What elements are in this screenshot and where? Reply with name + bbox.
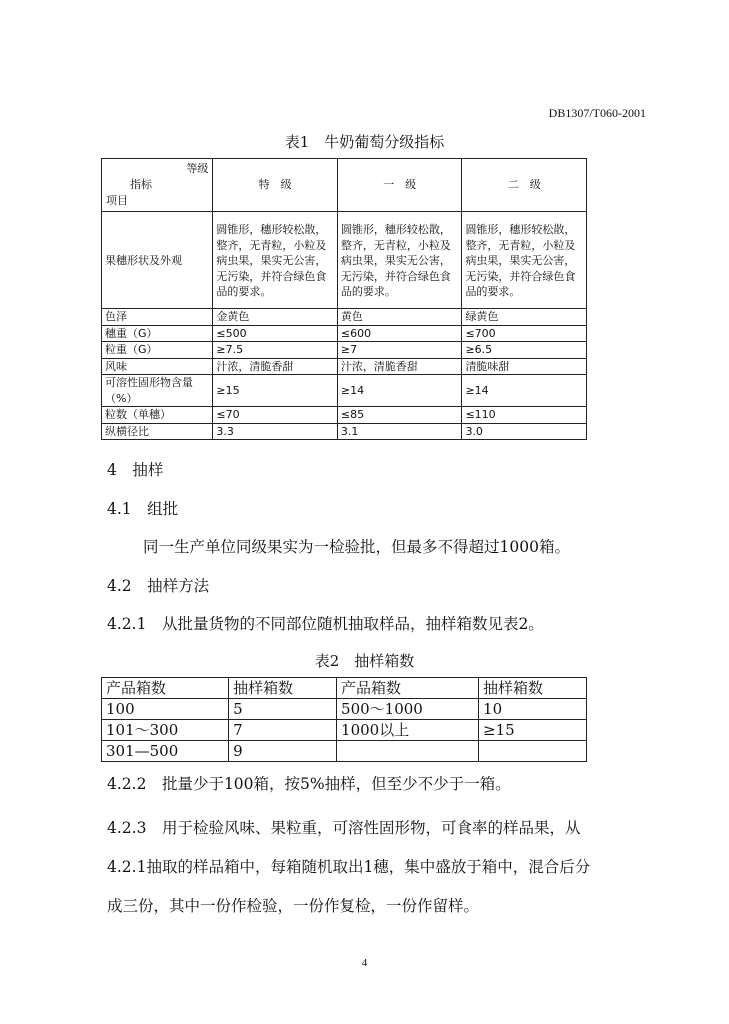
table-cell: 9 bbox=[229, 741, 337, 762]
subsection-heading: 4.1 组批 bbox=[107, 500, 179, 518]
table-cell: 10 bbox=[479, 699, 587, 720]
table-cell: ≤85 bbox=[337, 407, 462, 424]
grading-table bbox=[101, 158, 587, 440]
subsection-heading: 4.2 抽样方法 bbox=[107, 577, 210, 595]
standard-number: DB1307/T060-2001 bbox=[548, 106, 646, 120]
row-item: 粒数（单穗） bbox=[102, 407, 213, 424]
table-cell: ≤70 bbox=[213, 407, 338, 424]
table-cell: ≤110 bbox=[462, 407, 587, 424]
table1-caption: 表1 牛奶葡萄分级指标 bbox=[284, 133, 445, 151]
table-cell: 1000以上 bbox=[337, 720, 479, 741]
corner-index-label: 指标 bbox=[130, 178, 152, 191]
table-cell: ≥15 bbox=[213, 375, 338, 407]
table-header: 抽样箱数 bbox=[229, 678, 337, 699]
grade-header: 二 级 bbox=[462, 159, 587, 212]
table-cell: 金黄色 bbox=[213, 309, 338, 326]
table-header: 产品箱数 bbox=[102, 678, 229, 699]
paragraph: 4.2.2 批量少于100箱，按5%抽样，但至少不少于一箱。 bbox=[107, 775, 511, 793]
grade-header: 一 级 bbox=[337, 159, 462, 212]
table-cell: 圆锥形，穗形较松散，整齐，无青粒，小粒及病虫果，果实无公害，无污染，并符合绿色食品的要求。 bbox=[213, 212, 338, 309]
table-cell: ≥7.5 bbox=[213, 342, 338, 359]
page-number: 4 bbox=[361, 957, 368, 969]
table-cell: 3.1 bbox=[337, 423, 462, 440]
table-header: 产品箱数 bbox=[337, 678, 479, 699]
table-cell: 101～300 bbox=[102, 720, 229, 741]
table-cell: ≥6.5 bbox=[462, 342, 587, 359]
row-item: 色泽 bbox=[102, 309, 213, 326]
corner-item-label: 项目 bbox=[106, 194, 128, 207]
table-cell bbox=[479, 741, 587, 762]
row-item: 纵横径比 bbox=[102, 423, 213, 440]
table-cell: 301—500 bbox=[102, 741, 229, 762]
table-cell: 圆锥形，穗形较松散，整齐，无青粒，小粒及病虫果，果实无公害，无污染，并符合绿色食品的要求。 bbox=[462, 212, 587, 309]
row-item: 穗重（G） bbox=[102, 325, 213, 342]
table-cell: 绿黄色 bbox=[462, 309, 587, 326]
table-cell: 汁浓，清脆香甜 bbox=[337, 358, 462, 375]
table-cell: 5 bbox=[229, 699, 337, 720]
table-cell: 500～1000 bbox=[337, 699, 479, 720]
sampling-table bbox=[101, 677, 587, 762]
row-item: 风味 bbox=[102, 358, 213, 375]
table-corner-cell bbox=[102, 159, 213, 212]
table2-caption: 表2 抽样箱数 bbox=[314, 652, 415, 670]
table-cell: 7 bbox=[229, 720, 337, 741]
table-cell: ≤600 bbox=[337, 325, 462, 342]
table-cell: ≥14 bbox=[462, 375, 587, 407]
paragraph-line: 4.2.1抽取的样品箱中，每箱随机取出1穗，集中盛放于箱中，混合后分 bbox=[107, 858, 591, 876]
row-item: 果穗形状及外观 bbox=[102, 212, 213, 309]
table-cell: ≥7 bbox=[337, 342, 462, 359]
row-item: 粒重（G） bbox=[102, 342, 213, 359]
table-cell: 3.3 bbox=[213, 423, 338, 440]
corner-grade-label: 等级 bbox=[186, 162, 209, 175]
table-cell: ≤700 bbox=[462, 325, 587, 342]
table-header: 抽样箱数 bbox=[479, 678, 587, 699]
paragraph: 同一生产单位同级果实为一检验批，但最多不得超过1000箱。 bbox=[143, 538, 570, 556]
paragraph-line: 4.2.3 用于检验风味、果粒重，可溶性固形物，可食率的样品果，从 bbox=[107, 819, 581, 837]
table-cell: ≥14 bbox=[337, 375, 462, 407]
table-cell: 圆锥形，穗形较松散，整齐，无青粒，小粒及病虫果，果实无公害，无污染，并符合绿色食品的要求。 bbox=[337, 212, 462, 309]
table-cell: 100 bbox=[102, 699, 229, 720]
table-cell: ≥15 bbox=[479, 720, 587, 741]
row-item: 可溶性固形物含量（%） bbox=[102, 375, 213, 407]
paragraph: 4.2.1 从批量货物的不同部位随机抽取样品，抽样箱数见表2。 bbox=[107, 615, 544, 633]
table-cell: 黄色 bbox=[337, 309, 462, 326]
section-heading: 4 抽样 bbox=[107, 461, 164, 479]
table-cell: 3.0 bbox=[462, 423, 587, 440]
table-cell: 汁浓，清脆香甜 bbox=[213, 358, 338, 375]
paragraph-line: 成三份，其中一份作检验，一份作复检，一份作留样。 bbox=[107, 897, 480, 915]
table-cell: 清脆味甜 bbox=[462, 358, 587, 375]
table-cell: ≤500 bbox=[213, 325, 338, 342]
grade-header: 特 级 bbox=[213, 159, 338, 212]
table-cell bbox=[337, 741, 479, 762]
